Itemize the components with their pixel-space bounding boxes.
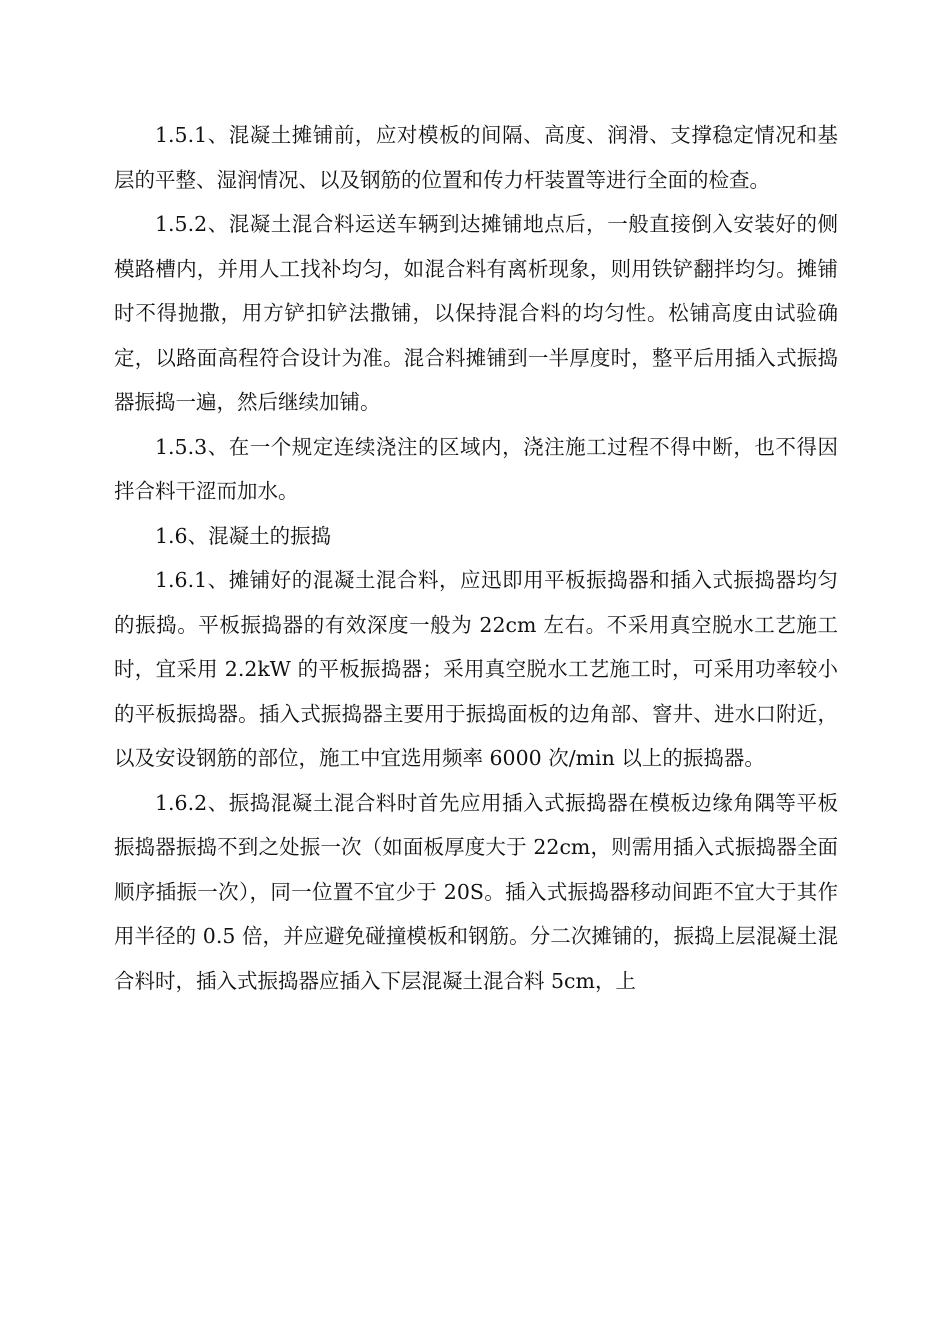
paragraph-1-6-2: 1.6.2、振捣混凝土混合料时首先应用插入式振捣器在模板边缘角隅等平板振捣器振捣不到之处振一次（如面板厚度大于 22cm，则需用插入式振捣器全面顺序插振一次），同一位置不宜少于 20S。插入式振捣器移动间距不宜大于其作用半径的 0.5 倍，并应避免碰撞模板和钢筋。分二次摊铺的，振捣上层混凝土混合料时，插入式振捣器应插入下层混凝土混合料 5cm，上 [114, 790, 838, 993]
paragraph-1-5-2: 1.5.2、混凝土混合料运送车辆到达摊铺地点后，一般直接倒入安装好的侧模路槽内，并用人工找补均匀，如混合料有离析现象，则用铁铲翻拌均匀。摊铺时不得抛撒，用方铲扣铲法撒铺，以保持混合料的均匀性。松铺高度由试验确定，以路面高程符合设计为准。混合料摊铺到一半厚度时，整平后用插入式振捣器振捣一遍，然后继续加铺。 [114, 212, 838, 414]
paragraph-1-6-1: 1.6.1、摊铺好的混凝土混合料，应迅即用平板振捣器和插入式振捣器均匀的振捣。平板振捣器的有效深度一般为 22cm 左右。不采用真空脱水工艺施工时，宜采用 2.2kW 的平板振捣器；采用真空脱水工艺施工时，可采用功率较小的平板振捣器。插入式振捣器主要用于振捣面板的边角部、窨井、进水口附近，以及安设钢筋的部位，施工中宜选用频率 6000 次/min 以上的振捣器。 [114, 568, 838, 770]
section-heading-1-6: 1.6、混凝土的振捣 [155, 523, 332, 548]
document-body [114, 113, 838, 1003]
paragraph-1-5-1: 1.5.1、混凝土摊铺前，应对模板的间隔、高度、润滑、支撑稳定情况和基层的平整、湿润情况、以及钢筋的位置和传力杆装置等进行全面的检查。 [114, 123, 838, 192]
paragraph-1-5-3: 1.5.3、在一个规定连续浇注的区域内，浇注施工过程不得中断，也不得因拌合料干涩而加水。 [114, 434, 838, 503]
